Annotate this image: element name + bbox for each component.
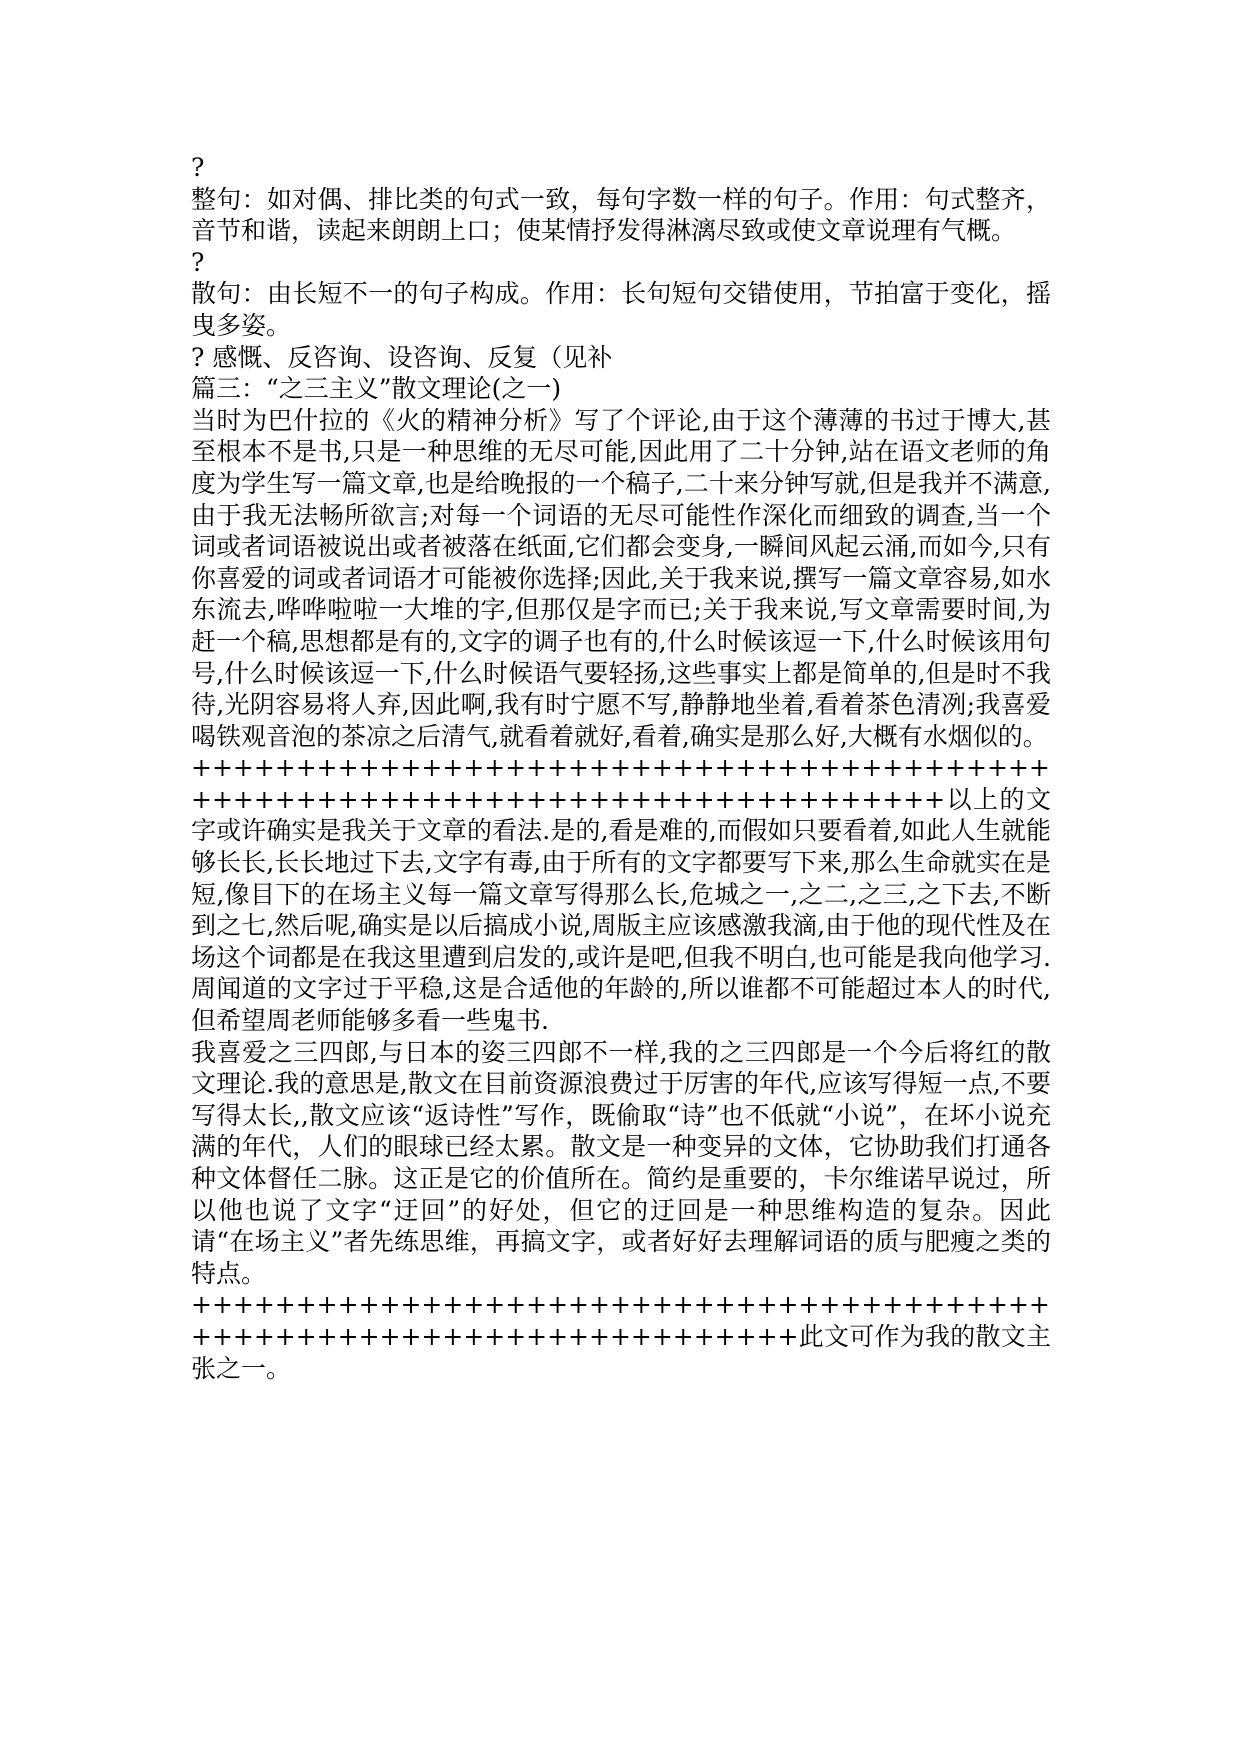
paragraph-rhetoric-list: ? 感慨、反咨询、设咨询、反复（见补: [191, 342, 613, 372]
paragraph-essay-body: 当时为巴什拉的《火的精神分析》写了个评论,由于这个薄薄的书过于博大,甚至根本不是书,只是一种思维的无尽可能,因此用了二十分钟,站在语文老师的角度为学生写一篇文章,也是给晚报的一个稿子,二十来分钟写就,但是我并不满意,由于我无法畅所欲言;对每一个词语的无尽可能性作深化而细致的调查,当一个词或者词语被说出或者被落在纸面,它们都会变身,一瞬间风起云涌,而如今,只有你喜爱的词或者词语才可能被你选择;因此,关于我来说,撰写一篇文章容易,如水东流去,哗哗啦啦一大堆的字,但那仅是字而已;关于我来说,写文章需要时间,为赶一个稿,思想都是有的,文字的调子也有的,什么时候该逗一下,什么时候该用句号,什么时候该逗一下,什么时候语气要轻扬,这些事实上都是简单的,但是时不我待,光阴容易将人弃,因此啊,我有时宁愿不写,静静地坐着,看着茶色清冽;我喜爱喝铁观音泡的茶凉之后清气,就看着就好,看着,确实是那么好,大概有水烟似的。: [191, 405, 1051, 751]
section-heading: 篇三：“之三主义”散文理论(之一): [191, 374, 562, 404]
question-mark-line: ?: [191, 153, 205, 182]
paragraph-loose-sentences: 散句：由长短不一的句子构成。作用：长句短句交错使用，节拍富于变化，摇曳多姿。: [191, 279, 1051, 340]
document-page: [191, 152, 1051, 1384]
paragraph-divider-commentary: +++++++++++++++++++++++++++++++++++++++++++++++++++++++++++++++++++++++++++++以上的文字或许确实是我关于文章的看法.是的,看是难的,而假如只要看着,如此人生就能够长长,长长地过下去,文字有毒,由于所有的文字都要写下来,那么生命就实在是短,像目下的在场主义每一篇文章写得那么长,危城之一,之二,之三,之下去,不断到之七,然后呢,确实是以后搞成小说,周版主应该感激我滴,由于他的现代性及在场这个词都是在我这里遭到启发的,或许是吧,但我不明白,也可能是我向他学习.周闻道的文字过于平稳,这是合适他的年龄的,所以谁都不可能超过本人的时代,但希望周老师能够多看一些鬼书.: [191, 753, 1051, 1036]
paragraph-sanshiro-theory: 我喜爱之三四郎,与日本的姿三四郎不一样,我的之三四郎是一个今后将红的散文理论.我的意思是,散文在目前资源浪费过于厉害的年代,应该写得短一点,不要写得太长,,散文应该“返诗性”写作，既偷取“诗”也不低就“小说”，在坏小说充满的年代，人们的眼球已经太累。散文是一种变异的文体，它协助我们打通各种文体督任二脉。这正是它的价值所在。简约是重要的，卡尔维诺早说过，所以他也说了文字“迂回”的好处，但它的迂回是一种思维构造的复杂。因此请“在场主义”者先练思维，再搞文字，或者好好去理解词语的质与肥瘦之类的特点。: [191, 1037, 1051, 1288]
paragraph-parallel-sentences: 整句：如对偶、排比类的句式一致，每句字数一样的句子。作用：句式整齐，音节和谐，读起来朗朗上口；使某情抒发得淋漓尽致或使文章说理有气概。: [191, 184, 1051, 246]
question-mark-line: ?: [191, 247, 205, 277]
paragraph-closing-divider: ++++++++++++++++++++++++++++++++++++++++++++++++++++++++++++++++++++++此文可作为我的散文主张之一。: [191, 1290, 1051, 1383]
